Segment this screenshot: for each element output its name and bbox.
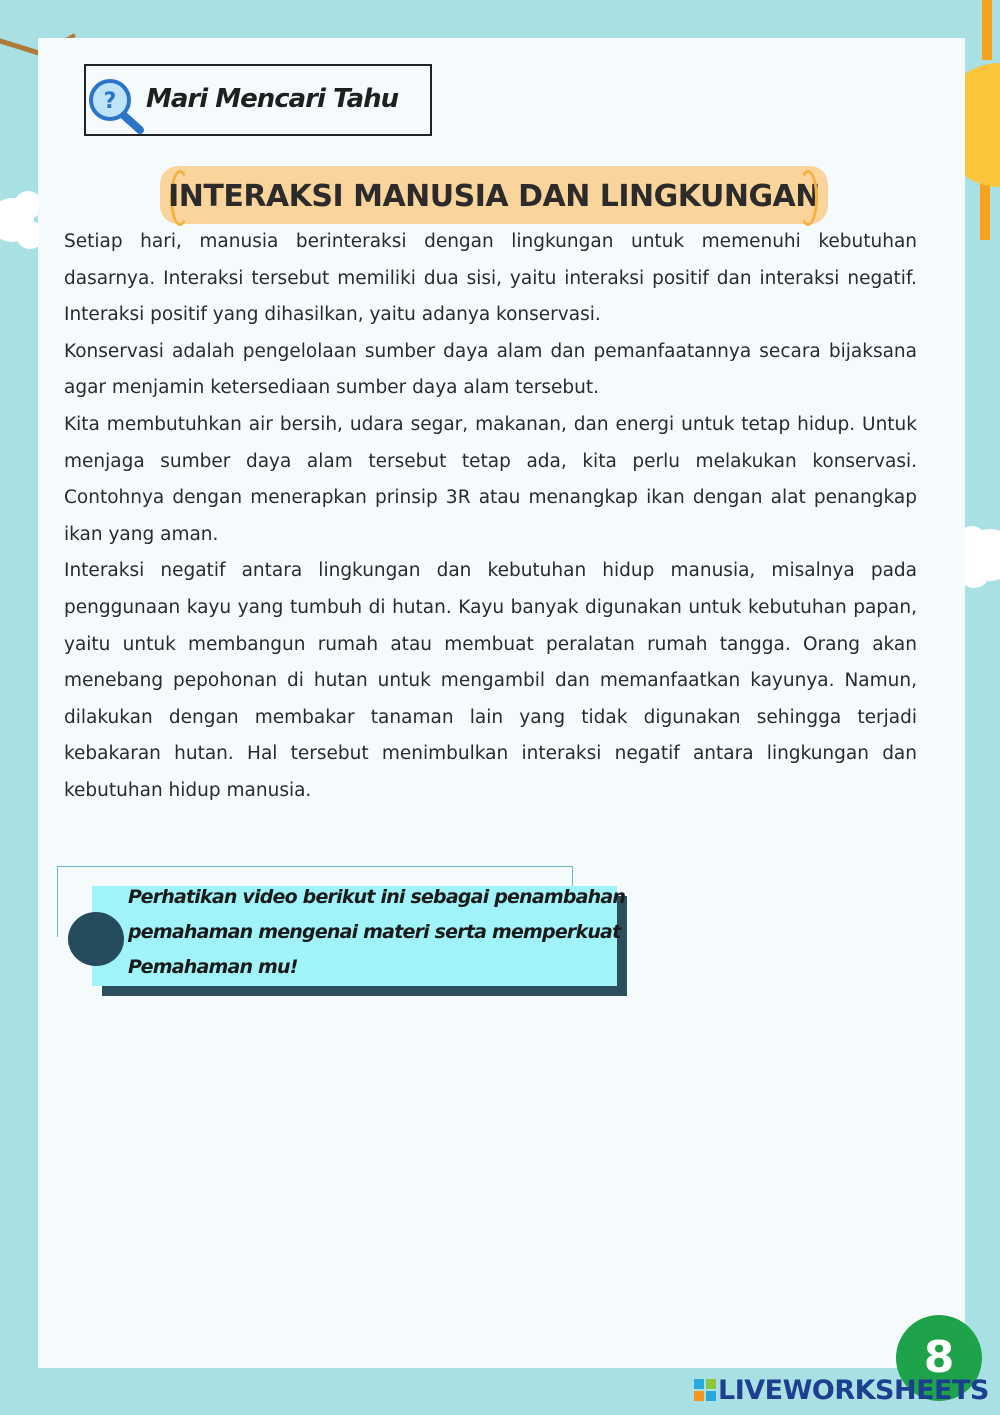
- page-title: INTERAKSI MANUSIA DAN LINGKUNGAN: [168, 179, 820, 214]
- paragraph: Konservasi adalah pengelolaan sumber daya alam dan pemanfaatannya secara bijaksana agar menjamin ketersediaan sumber daya alam tersebut.: [64, 340, 917, 399]
- callout-text: [128, 880, 626, 985]
- callout-dot: [68, 912, 124, 966]
- page-number-badge: 8: [896, 1315, 982, 1401]
- magnifier-question-icon: [86, 76, 148, 134]
- callout-line: pemahaman mengenai materi serta memperkuat: [128, 921, 621, 943]
- watermark-text: LIVEWORKSHEETS: [718, 1374, 989, 1406]
- title-banner: [160, 166, 828, 224]
- paragraph: Setiap hari, manusia berinteraksi dengan lingkungan untuk memenuhi kebutuhan dasarnya. Interaksi tersebut memiliki dua sisi, yaitu interaksi positif dan interaksi negatif. Interaksi positif yang dihasilkan, yaitu adanya konservasi.: [64, 231, 917, 326]
- section-label: Mari Mencari Tahu: [146, 84, 399, 114]
- section-label-box: [84, 64, 432, 136]
- paragraph: Kita membutuhkan air bersih, udara segar, makanan, dan energi untuk tetap hidup. Untuk menjaga sumber daya alam tersebut tetap ada, kita perlu melakukan konservasi. Contohnya dengan menerapkan prinsip 3R atau menangkap ikan dengan alat penangkap ikan yang aman.: [64, 413, 917, 545]
- svg-text:?: ?: [103, 89, 117, 114]
- callout-line: Perhatikan video berikut ini sebagai penambahan: [128, 886, 626, 908]
- liveworksheets-logo[interactable]: [694, 1374, 989, 1406]
- paragraph: Interaksi negatif antara lingkungan dan kebutuhan hidup manusia, misalnya pada penggunaan kayu yang tumbuh di hutan. Kayu banyak digunakan untuk kebutuhan papan, yaitu untuk membangun rumah atau membuat peralatan rumah tangga. Orang akan menebang pepohonan di hutan untuk mengambil dan memanfaatkan kayunya. Namun, dilakukan dengan membakar tanaman lain yang tidak digunakan sehingga terjadi kebakaran hutan. Hal tersebut menimbulkan interaksi negatif antara lingkungan dan kebutuhan hidup manusia.: [64, 560, 917, 801]
- body-text: [64, 224, 917, 810]
- liveworksheets-icon: [694, 1379, 716, 1401]
- callout-line: Pemahaman mu!: [128, 956, 298, 978]
